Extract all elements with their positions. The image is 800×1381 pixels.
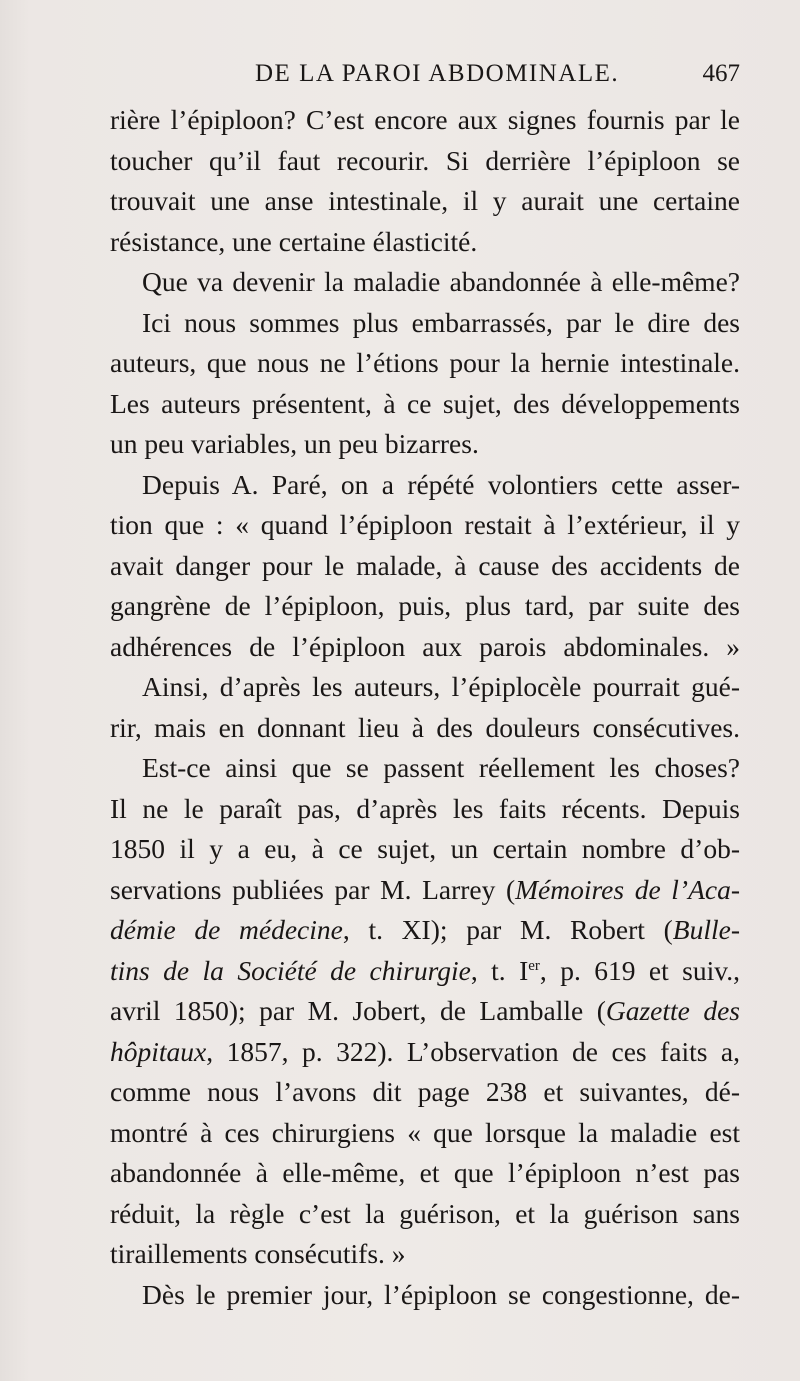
text-line: Depuis A. Paré, on a répété volontiers cette asser-: [142, 468, 740, 500]
body-text: [110, 100, 740, 1315]
citation-title: Mémoires de l’Aca-: [515, 873, 740, 905]
running-title: DE LA PAROI ABDOMINALE.: [255, 60, 620, 87]
text-line: réduit, la règle c’est la guérison, et la guérison sans: [110, 1197, 740, 1229]
page-number: 467: [702, 60, 740, 87]
text-segment: avril 1850); par M. Jobert, de Lamballe (: [110, 995, 606, 1026]
text-line: abandonnée à elle-même, et que l’épiploon n’est pas: [110, 1157, 740, 1188]
text-segment: , p. 619 et suiv.,: [539, 954, 740, 986]
text-line: 1850 il y a eu, à ce sujet, un certain nombre d’ob-: [110, 833, 740, 864]
text-line: [110, 870, 740, 911]
text-segment: , t. I: [470, 954, 529, 986]
text-line: trouvait une anse intestinale, il y aurait une certaine: [110, 185, 740, 216]
text-line: Ici nous sommes plus embarrassés, par le dire des: [142, 306, 740, 338]
text-line: adhérences de l’épiploon aux parois abdominales. »: [110, 630, 740, 662]
text-line: rir, mais en donnant lieu à des douleurs consécutives.: [110, 711, 740, 743]
text-line: tiraillements consécutifs. »: [110, 1238, 406, 1269]
text-line: Est-ce ainsi que se passent réellement les choses?: [142, 752, 740, 783]
text-line: comme nous l’avons dit page 238 et suivantes, dé-: [110, 1076, 740, 1107]
citation-title: hôpitaux: [110, 1035, 207, 1067]
citation-title: tins de la Société de chirurgie: [110, 954, 471, 986]
text-line: Que va devenir la maladie abandonnée à elle-même?: [142, 266, 740, 297]
text-line: rière l’épiploon? C’est encore aux signes fournis par le: [110, 104, 740, 135]
text-line: résistance, une certaine élasticité.: [110, 225, 478, 257]
text-line: Dès le premier jour, l’épiploon se congestionne, de-: [142, 1278, 740, 1310]
citation-title: Gazette des: [605, 995, 740, 1026]
text-line: [110, 991, 740, 1032]
text-line: Ainsi, d’après les auteurs, l’épiplocèle pourrait gué-: [142, 671, 740, 702]
text-segment: , 1857, p. 322). L’observation de ces faits a,: [206, 1035, 740, 1067]
text-line: montré à ces chirurgiens « que lorsque la maladie est: [110, 1116, 740, 1148]
text-line: Il ne le paraît pas, d’après les faits récents. Depuis: [110, 792, 740, 824]
text-line: toucher qu’il faut recourir. Si derrière l’épiploon se: [110, 144, 740, 176]
text-line: Les auteurs présentent, à ce sujet, des développements: [110, 387, 740, 419]
citation-title: Bulle-: [672, 914, 740, 945]
text-line: [110, 910, 740, 951]
text-line: auteurs, que nous ne l’étions pour la hernie intestinale.: [110, 347, 740, 378]
text-segment: , t. XI); par M. Robert (: [342, 914, 673, 945]
text-line: tion que : « quand l’épiploon restait à l’extérieur, il y: [110, 509, 740, 540]
text-line: [110, 1032, 740, 1073]
citation-title: démie de médecine: [110, 914, 343, 945]
superscript: er: [528, 957, 540, 974]
text-segment: servations publiées par M. Larrey (: [110, 873, 516, 905]
text-line: un peu variables, un peu bizarres.: [110, 428, 479, 459]
text-line: gangrène de l’épiploon, puis, plus tard, par suite des: [110, 590, 740, 621]
text-line: [110, 951, 740, 992]
page-header: [110, 56, 740, 90]
text-line: avait danger pour le malade, à cause des accidents de: [110, 549, 740, 581]
